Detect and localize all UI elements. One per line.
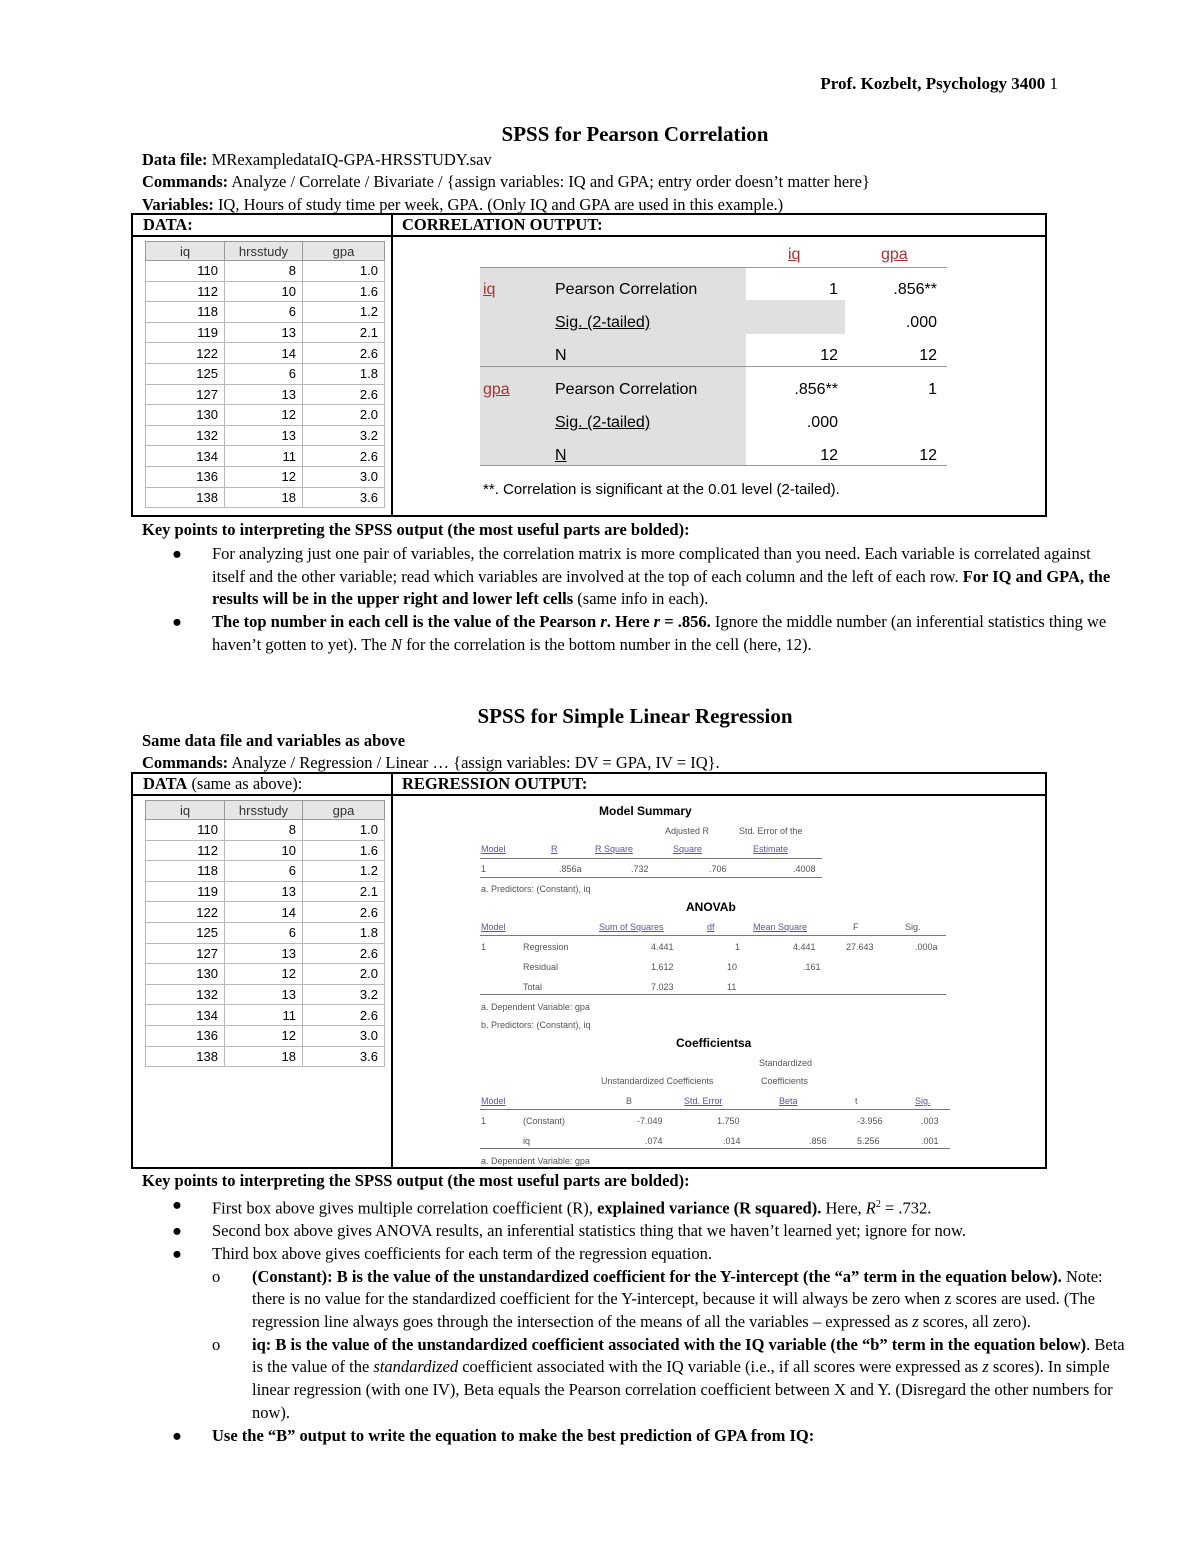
cell-value: .856a xyxy=(559,864,582,874)
sub-list-item: o (Constant): B is the value of the unstandardized coefficient for the Y-intercept (the “a” term in the equation below). Note: there is no value for the standardized coefficient for the Y-intercept, because it will always be zero when z scores are used. (The regression line always goes through the intersection of the means of all the variables – expressed as z scores, all zero). xyxy=(212,1266,1103,1332)
table-row xyxy=(146,322,385,343)
reg-data-label: DATA (same as above): xyxy=(143,774,303,793)
table-cell: 13 xyxy=(225,384,303,405)
cell-value: 12 xyxy=(919,347,937,364)
regression-output-label: REGRESSION OUTPUT: xyxy=(402,774,588,793)
stat-label: Pearson Correlation xyxy=(555,381,698,398)
table-row xyxy=(146,343,385,364)
cell-value: .732 xyxy=(631,864,649,874)
table-cell: 18 xyxy=(225,487,303,508)
table-cell: 1.6 xyxy=(303,281,385,302)
table-row xyxy=(146,384,385,405)
table-row xyxy=(146,984,385,1005)
stat-label: N xyxy=(555,447,567,464)
table-cell: 2.1 xyxy=(303,881,385,902)
table-cell: 3.6 xyxy=(303,1046,385,1067)
table-cell: 6 xyxy=(225,922,303,943)
header-cell: R xyxy=(551,844,558,854)
table-row xyxy=(146,820,385,841)
cell-value: (Constant) xyxy=(523,1116,566,1126)
header-cell: Model xyxy=(481,844,506,854)
cell-value: .000 xyxy=(806,414,838,431)
cell-value: 1.612 xyxy=(651,962,674,972)
table-cell: 125 xyxy=(146,922,225,943)
table-cell: 2.0 xyxy=(303,964,385,985)
cell-value: 27.643 xyxy=(846,942,874,952)
table-cell: 134 xyxy=(146,1005,225,1026)
table-cell: 8 xyxy=(225,820,303,841)
table-cell: 1.8 xyxy=(303,363,385,384)
cell-value: -3.956 xyxy=(857,1116,883,1126)
cell-value: 12 xyxy=(820,447,838,464)
table-note: a. Predictors: (Constant), iq xyxy=(481,884,591,894)
cell-value: .003 xyxy=(921,1116,939,1126)
data-label: DATA: xyxy=(143,215,193,234)
table-row xyxy=(146,425,385,446)
corr-col-gpa: gpa xyxy=(881,246,908,263)
table-cell: 2.6 xyxy=(303,943,385,964)
table-cell: 6 xyxy=(225,363,303,384)
table-cell: 118 xyxy=(146,302,225,323)
header-cell: Sig. xyxy=(915,1096,931,1106)
table-cell: 10 xyxy=(225,840,303,861)
cell-value: 5.256 xyxy=(857,1136,880,1146)
sub-list-item: o iq: B is the value of the unstandardized coefficient associated with the IQ variable (the “b” term in the equation below). Beta is the value of the standardized coefficient associated with the IQ variable (i.e., if all scores were expressed as z scores). In simple linear regression (with one IV), Beta equals the Pearson correlation coefficient between X and Y. (Disregard the other numbers for now). xyxy=(212,1334,1125,1422)
table-cell: 6 xyxy=(225,302,303,323)
table-row xyxy=(146,922,385,943)
cell-value: 1 xyxy=(928,381,937,398)
table-row xyxy=(146,281,385,302)
table-cell: 6 xyxy=(225,861,303,882)
table-cell: 12 xyxy=(225,1025,303,1046)
table-cell: 134 xyxy=(146,446,225,467)
header-cell: Beta xyxy=(779,1096,798,1106)
table-cell: 2.6 xyxy=(303,384,385,405)
table-cell: 11 xyxy=(225,446,303,467)
header-cell: Mean Square xyxy=(753,922,808,932)
stat-label: Sig. (2-tailed) xyxy=(555,314,651,331)
table-cell: 3.2 xyxy=(303,984,385,1005)
cell-value: .000a xyxy=(915,942,938,952)
page-number: 1 xyxy=(1049,74,1058,93)
table-cell: 11 xyxy=(225,1005,303,1026)
table-cell: 13 xyxy=(225,943,303,964)
cell-value: 10 xyxy=(727,962,738,972)
cell-value: .001 xyxy=(921,1136,939,1146)
page-header xyxy=(820,74,1058,94)
table-note: a. Dependent Variable: gpa xyxy=(481,1156,590,1166)
table-row xyxy=(146,261,385,282)
table-row xyxy=(146,902,385,923)
cell-value: 4.441 xyxy=(793,942,816,952)
cell-value: .856** xyxy=(794,381,838,398)
table-cell: 12 xyxy=(225,964,303,985)
corr-footnote: **. Correlation is significant at the 0.01 level (2-tailed). xyxy=(483,481,840,498)
table-cell: 1.2 xyxy=(303,861,385,882)
header-cell: R Square xyxy=(595,844,634,854)
table-cell: 8 xyxy=(225,261,303,282)
correlation-output-label: CORRELATION OUTPUT: xyxy=(402,215,603,234)
datafile-line: Data file: MRexampledataIQ-GPA-HRSSTUDY.sav xyxy=(142,150,492,169)
table-cell: 3.0 xyxy=(303,466,385,487)
table-row xyxy=(146,302,385,323)
reg-commands-line: Commands: Analyze / Regression / Linear … {assign variables: DV = GPA, IV = IQ}. xyxy=(142,753,720,772)
cell-value: 4.441 xyxy=(651,942,674,952)
correlation-box xyxy=(131,213,1047,517)
header-cell: Square xyxy=(673,844,703,854)
col-hrsstudy: hrsstudy xyxy=(225,801,303,820)
list-item: ● Third box above gives coefficients for each term of the regression equation. o (Constant): B is the value of the unstandardized coefficient for the Y-intercept (the “a” term in the equation below). Note: there is no value for the standardized coefficient for the Y-intercept, because it will always be zero when z scores are used. (The regression line always goes through the intersection of the means of all the variables – expressed as z scores, all zero). o iq: B is the value of the unstandardized coefficient associated with the IQ variable (the “b” term in the equation below). Beta is the value of the standardized coefficient associated with the IQ variable (i.e., if all scores were expressed as z scores). In simple linear regression (with one IV), Beta equals the Pearson correlation coefficient between X and Y. (Disregard the other numbers for now). xyxy=(172,1243,1127,1425)
cell-value: 7.023 xyxy=(651,982,674,992)
list-item: ● For analyzing just one pair of variables, the correlation matrix is more complicated than you need. Each variable is correlated against itself and the other variable; read which variables are involved at the top of each column and the left of each row. For IQ and GPA, the results will be in the upper right and lower left cells (same info in each). xyxy=(172,544,1111,609)
header-cell: Sum of Squares xyxy=(599,922,664,932)
cell-value: 1 xyxy=(481,942,487,952)
stat-label: Pearson Correlation xyxy=(555,281,698,298)
header-cell: Model xyxy=(481,1096,506,1106)
table-cell: 2.6 xyxy=(303,902,385,923)
table-cell: 138 xyxy=(146,1046,225,1067)
col-iq: iq xyxy=(146,242,225,261)
cell-value: .706 xyxy=(709,864,727,874)
cell-value: .161 xyxy=(803,962,821,972)
table-row xyxy=(146,840,385,861)
table-cell: 112 xyxy=(146,281,225,302)
cell-value: 12 xyxy=(919,447,937,464)
table-cell: 110 xyxy=(146,261,225,282)
table-cell: 1.0 xyxy=(303,820,385,841)
header-cell: Std. Error of the xyxy=(739,826,803,836)
table-row xyxy=(146,943,385,964)
table-cell: 2.6 xyxy=(303,1005,385,1026)
table-row xyxy=(146,446,385,467)
table-row xyxy=(146,861,385,882)
cell-value: 1 xyxy=(481,1116,487,1126)
table-cell: 1.8 xyxy=(303,922,385,943)
header-cell: Sig. xyxy=(905,922,921,932)
header-cell: B xyxy=(626,1096,633,1106)
data-table-2 xyxy=(145,800,385,1067)
table-cell: 132 xyxy=(146,425,225,446)
table-cell: 119 xyxy=(146,322,225,343)
table-cell: 10 xyxy=(225,281,303,302)
cell-value: .4008 xyxy=(793,864,816,874)
cell-value: .856 xyxy=(809,1136,827,1146)
variables-line: Variables: IQ, Hours of study time per week, GPA. (Only IQ and GPA are used in this example.) xyxy=(142,195,784,214)
col-gpa: gpa xyxy=(303,242,385,261)
table-cell: 13 xyxy=(225,881,303,902)
header-cell: F xyxy=(853,922,859,932)
corr-row-iq: iq xyxy=(483,281,496,298)
corr-col-iq: iq xyxy=(788,246,801,263)
table-cell: 3.6 xyxy=(303,487,385,508)
stat-label: N xyxy=(555,347,567,364)
key-points-heading: Key points to interpreting the SPSS output (the most useful parts are bolded): xyxy=(142,520,690,539)
anova-title: ANOVAb xyxy=(686,900,736,914)
header-cell: Model xyxy=(481,922,506,932)
coefficients-title: Coefficientsa xyxy=(676,1036,752,1050)
corr-row-gpa: gpa xyxy=(483,381,510,398)
header-cell: Estimate xyxy=(753,844,789,854)
table-cell: 136 xyxy=(146,1025,225,1046)
regression-title: SPSS for Simple Linear Regression xyxy=(477,704,793,728)
table-cell: 118 xyxy=(146,861,225,882)
table-cell: 132 xyxy=(146,984,225,1005)
key-points-heading-2: Key points to interpreting the SPSS output (the most useful parts are bolded): xyxy=(142,1171,690,1190)
table-cell: 13 xyxy=(225,322,303,343)
header-cell: Coefficients xyxy=(761,1076,808,1086)
col-hrsstudy: hrsstudy xyxy=(225,242,303,261)
cell-value: 1.750 xyxy=(717,1116,740,1126)
cell-value: .856** xyxy=(893,281,937,298)
table-row xyxy=(146,964,385,985)
table-row xyxy=(146,487,385,508)
model-summary-title: Model Summary xyxy=(599,804,692,818)
table-note: b. Predictors: (Constant), iq xyxy=(481,1020,591,1030)
cell-value: 1 xyxy=(829,281,838,298)
col-gpa: gpa xyxy=(303,801,385,820)
table-row xyxy=(146,1005,385,1026)
table-cell: 14 xyxy=(225,343,303,364)
cell-value: 12 xyxy=(820,347,838,364)
table-cell: 136 xyxy=(146,466,225,487)
table-row xyxy=(146,881,385,902)
header-text: Prof. Kozbelt, Psychology 3400 xyxy=(820,74,1046,93)
table-row xyxy=(146,363,385,384)
table-row xyxy=(146,1025,385,1046)
table-cell: 122 xyxy=(146,902,225,923)
table-cell: 1.2 xyxy=(303,302,385,323)
table-note: a. Dependent Variable: gpa xyxy=(481,1002,590,1012)
table-cell: 2.6 xyxy=(303,446,385,467)
table-cell: 3.2 xyxy=(303,425,385,446)
cell-value: Total xyxy=(523,982,543,992)
table-cell: 125 xyxy=(146,363,225,384)
cell-value: -7.049 xyxy=(637,1116,663,1126)
table-cell: 110 xyxy=(146,820,225,841)
table-cell: 130 xyxy=(146,964,225,985)
key-points-list xyxy=(172,543,1127,657)
cell-value: 11 xyxy=(727,982,737,992)
correlation-title: SPSS for Pearson Correlation xyxy=(501,122,769,146)
stat-label: Sig. (2-tailed) xyxy=(555,414,651,431)
table-cell: 122 xyxy=(146,343,225,364)
table-cell: 2.0 xyxy=(303,405,385,426)
table-cell: 3.0 xyxy=(303,1025,385,1046)
table-row xyxy=(146,1046,385,1067)
commands-line: Commands: Analyze / Correlate / Bivariate / {assign variables: IQ and GPA; entry order doesn’t matter here} xyxy=(142,172,870,191)
cell-value: 1 xyxy=(481,864,487,874)
table-cell: 13 xyxy=(225,984,303,1005)
table-cell: 13 xyxy=(225,425,303,446)
cell-value: iq xyxy=(523,1136,531,1146)
header-cell: Adjusted R xyxy=(665,826,710,836)
table-cell: 2.1 xyxy=(303,322,385,343)
header-cell: df xyxy=(707,922,715,932)
table-row xyxy=(146,405,385,426)
col-iq: iq xyxy=(146,801,225,820)
table-cell: 127 xyxy=(146,384,225,405)
table-row xyxy=(146,466,385,487)
key-points-list-2 xyxy=(172,1194,1127,1447)
list-item: ● Use the “B” output to write the equation to make the best prediction of GPA from IQ: xyxy=(172,1425,815,1445)
regression-box xyxy=(131,772,1047,1169)
header-cell: t xyxy=(855,1096,858,1106)
table-cell: 1.6 xyxy=(303,840,385,861)
list-item: ● Second box above gives ANOVA results, an inferential statistics thing that we haven’t learned yet; ignore for now. xyxy=(172,1221,966,1241)
table-cell: 138 xyxy=(146,487,225,508)
header-cell: Unstandardized Coefficients xyxy=(601,1076,714,1086)
cell-value: Residual xyxy=(523,962,559,972)
cell-value: Regression xyxy=(523,942,569,952)
list-item: ● The top number in each cell is the value of the Pearson r. Here r = .856. Ignore the middle number (an inferential statistics thing we haven’t gotten to yet). The N for the correlation is the bottom number in the cell (here, 12). xyxy=(172,612,1107,654)
header-cell: Std. Error xyxy=(684,1096,723,1106)
table-cell: 2.6 xyxy=(303,343,385,364)
cell-value: .074 xyxy=(645,1136,663,1146)
same-data-line: Same data file and variables as above xyxy=(142,731,406,750)
data-table xyxy=(145,241,385,508)
table-cell: 18 xyxy=(225,1046,303,1067)
table-cell: 12 xyxy=(225,405,303,426)
header-cell: Standardized xyxy=(759,1058,813,1068)
cell-value: .014 xyxy=(723,1136,741,1146)
cell-value: .000 xyxy=(905,314,937,331)
table-cell: 1.0 xyxy=(303,261,385,282)
table-cell: 112 xyxy=(146,840,225,861)
table-cell: 127 xyxy=(146,943,225,964)
table-cell: 12 xyxy=(225,466,303,487)
table-cell: 119 xyxy=(146,881,225,902)
table-cell: 14 xyxy=(225,902,303,923)
cell-value: 1 xyxy=(735,942,741,952)
list-item: ● First box above gives multiple correlation coefficient (R), explained variance (R squared). Here, $R^2 = .732$. xyxy=(172,1195,932,1218)
table-cell: 130 xyxy=(146,405,225,426)
